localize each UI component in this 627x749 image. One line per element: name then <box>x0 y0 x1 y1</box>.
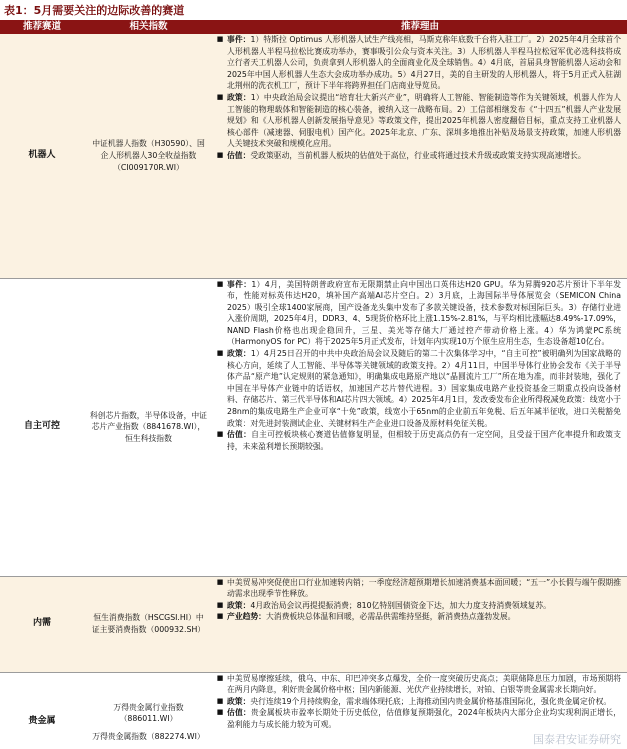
bullet-square-icon: ■ <box>216 279 224 288</box>
table-row <box>0 34 627 278</box>
bullet-square-icon: ■ <box>216 708 224 717</box>
item-text: 受政策驱动，当前机器人板块的估值处于高位，行业或将通过技术升级或政策支持实现高速增长。 <box>250 150 586 160</box>
table-row <box>0 576 627 672</box>
bullet-square-icon: ■ <box>216 92 224 101</box>
list-item <box>213 696 627 708</box>
sector-cell: 内需 <box>0 576 84 672</box>
bullet-square-icon: ■ <box>216 150 224 159</box>
item-text: 中美贸易冲突促使出口行业加速转内销；一季度经济超预期增长加速消费基本面回暖；“五一”小长假与端午假期推动需求出现季节性释放。 <box>227 577 622 599</box>
item-text: 1）特斯拉 Optimus 人形机器人试生产线亮相，马斯克称年底数千台将入驻工厂。2）2025年4月全球首个人形机器人半程马拉松比赛成功举办，赛事吸引公众与资本关注。3）人形机器人半程马拉松冠军优必选科技将成立行者天工机器人公司，负责拿到人形机器人的全面商业化及全球销售。4）4月底，首届具身智能机器人运动会和2025年中国人形机器人生态大会成功举办成功。5）4月27日，美的自主研发的人形机器人，将于5月正式入驻湖北荆州的洗衣机工厂，预计下半年将跨界担任门店商业导览员。 <box>227 35 622 91</box>
header-sector: 推荐赛道 <box>0 20 84 34</box>
reason-cell <box>213 278 627 576</box>
bullet-square-icon: ■ <box>216 35 224 43</box>
item-label: 估值： <box>227 150 251 160</box>
item-label: 政策： <box>227 349 251 359</box>
list-item <box>213 34 627 92</box>
list-item <box>213 92 627 150</box>
list-item <box>213 600 627 612</box>
item-text: 1）4月，美国特朗普政府宣布无限期禁止向中国出口英伟达H20 GPU。华为昇腾920芯片预计下半年发布，性能对标英伟达H20，填补国产高端AI芯片空白。2）3月底，上海国际半导体展览会（SEMICON China 2025）吸引全球1400家展商，国产设备龙头集中发布了多款关键设备，技术参数对标国际巨头。3）存储行业进入涨价周期，2025年4月，DDR3、4、5现货价格环比上涨1.15%-2.81%，与平均相比涨幅达8.49%-17.09%，NAND Flash价格也出现企稳回升，三星、美光等存储大厂通过控产带动价格上涨。4）华为鸿蒙PC系统（HarmonyOS for PC）将于2025年5月正式发布，计划年内实现10万个原生应用生态，生态设备超10亿台。 <box>227 279 622 347</box>
table-title: 表1：5月需要关注的边际改善的赛道 <box>4 4 185 17</box>
index-cell <box>84 672 213 749</box>
item-text: 1）4月25日召开的中共中央政治局会议及随后的第二十次集体学习中，“自主可控”被明确列为国家战略的核心方向，延续了人工智能、半导体等关键领域的政策支持。2）4月11日，中国半导体行业协会发布《关于半导体产品“原产地”认定规则的紧急通知》，明确集成电路原产地以“晶圆流片工厂”所在地为准，而非封装地，强化了中国在半导体产业链中的话语权，加速国产芯片替代进程。3）国家集成电路产业投资基金三期重点投向设备材料、存储芯片、第三代半导体和AI芯片四大领域。4）2025年4月1日，发改委发布企业所得税减免政策：线宽小于28nm的集成电路生产企业可享“十免”政策，线宽小于65nm的企业前五年免税、后五年减半征收，进口关税豁免政策：对先进封装测试企业、关键材料生产企业进口设备及原材料免征关税。 <box>227 349 622 428</box>
bullet-square-icon: ■ <box>216 577 224 586</box>
list-item <box>213 279 627 349</box>
list-item <box>213 611 627 623</box>
list-item <box>213 150 627 162</box>
list-item <box>213 577 627 600</box>
item-label: 政策： <box>227 696 251 706</box>
index-name: 恒生消费指数（HSCGSI.HI）中证主要消费指数（000932.SH） <box>91 613 206 634</box>
item-label: 事件： <box>227 35 251 44</box>
bullet-square-icon: ■ <box>216 612 224 621</box>
item-text: 4月政治局会议再提提振消费；810亿特别国债资金下达，加大力度支持消费领域复苏。 <box>250 600 551 610</box>
item-label: 事件： <box>227 279 252 289</box>
item-label: 政策： <box>227 600 251 610</box>
list-item <box>213 673 627 696</box>
table-row <box>0 278 627 576</box>
header-index: 相关指数 <box>84 20 213 34</box>
item-text: 大消费板块总体温和回暖，必需品供需维持坚挺，新消费热点蓬勃发展。 <box>265 612 516 622</box>
bullet-square-icon: ■ <box>216 349 224 358</box>
item-text: 央行连续19个月持续购金，需求端体现托底；上海推动国内贵金属价格基准国际化，强化贵金属定价权。 <box>250 696 612 706</box>
bullet-square-icon: ■ <box>216 673 224 682</box>
item-text: 1）中央政治局会议提出“培育壮大新兴产业”，明确将人工智能、智能制造等作为关键领域，机器人作为人工智能的物理载体和智能制造的核心装备，被纳入这一战略布局。2）工信部相继发布《“十四五”机器人产业发展规划》和《人形机器人创新发展指导意见》等政策文件，提出2025年机器人密度翻倍目标，重点支持工业机器人核心部件（减速器、伺服电机）国产化。2025年北京、广东、深圳多地推出补贴及场景支持政策，加速人形机器人关键技术突破和规模化应用。 <box>227 92 622 149</box>
index-cell <box>84 278 213 576</box>
item-label: 产业趋势： <box>227 612 266 622</box>
index-cell <box>84 34 213 278</box>
item-text: 贵金属板块市盈率长期处于历史低位，估值修复预期强化，2024年板块内大部分企业均实现利润正增长，盈利能力与成长能力较为可观。 <box>227 708 622 729</box>
list-item <box>213 707 627 730</box>
item-label: 估值： <box>227 708 251 718</box>
bullet-square-icon: ■ <box>216 430 224 439</box>
sector-cell: 机器人 <box>0 34 84 278</box>
item-text: 自主可控板块核心赛道估值修复明显，但相较于历史高点仍有一定空间，且受益于国产化率提升和政策支持，未来盈利增长预期较强。 <box>227 430 622 451</box>
reason-cell <box>213 576 627 672</box>
index-name: 中证机器人指数（H30590）、国企人形机器人30全收益指数（CI009170R.WI） <box>92 139 205 172</box>
item-label: 政策： <box>227 92 251 102</box>
index-cell <box>84 576 213 672</box>
index-name: 科创芯片指数，半导体设备，中证芯片产业指数（8841678.WI），恒生科技指数 <box>90 410 207 443</box>
bullet-square-icon: ■ <box>216 600 224 609</box>
sector-cell: 自主可控 <box>0 278 84 576</box>
watermark: 国泰君安证券研究 <box>533 733 621 746</box>
list-item <box>213 429 627 452</box>
list-item <box>213 348 627 429</box>
index-name: 万得贵金属指数（882274.WI） <box>92 731 205 741</box>
index-name: 万得贵金属行业指数（886011.WI） <box>113 702 184 724</box>
recommendation-table <box>0 20 627 749</box>
item-label: 估值： <box>227 430 252 440</box>
item-text: 中美贸易摩擦延续，俄乌、中东、印巴冲突多点爆发，全价一度突破历史高点；美联储降息压力加剧，市场预期将在两月内降息，利好贵金属价格中枢；国内新能源、光伏产业持续增长，对铂、白银等贵金属需求长期向好。 <box>227 673 622 695</box>
sector-cell: 贵金属 <box>0 672 84 749</box>
bullet-square-icon: ■ <box>216 696 224 705</box>
table-header-row <box>0 20 627 34</box>
reason-cell <box>213 34 627 278</box>
header-reason: 推荐理由 <box>213 20 627 34</box>
